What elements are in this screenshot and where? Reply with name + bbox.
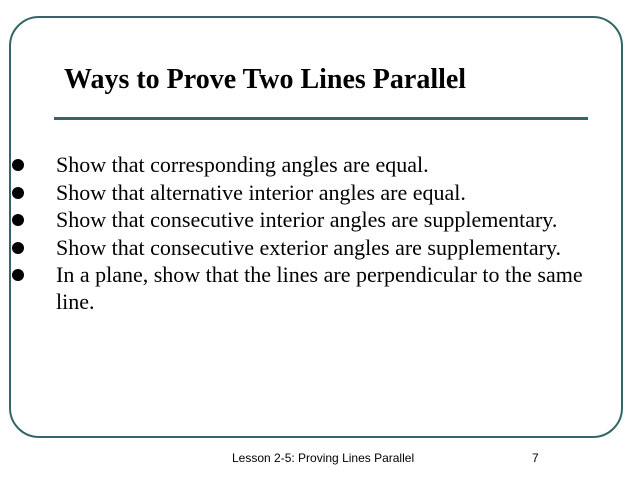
bullet-text: In a plane, show that the lines are perpendicular to the same line. — [56, 262, 583, 314]
bullet-dot-icon — [12, 187, 24, 199]
title-underline — [54, 117, 588, 120]
bullet-dot-icon — [12, 214, 24, 226]
bullet-item — [12, 262, 612, 315]
bullet-text: Show that consecutive interior angles are supplementary. — [56, 207, 558, 232]
bullet-dot-icon — [12, 159, 24, 171]
footer-title: Lesson 2-5: Proving Lines Parallel — [232, 451, 415, 465]
bullet-item — [12, 152, 612, 179]
bullet-dot-icon — [12, 269, 24, 281]
bullet-text: Show that corresponding angles are equal. — [56, 152, 429, 177]
bullet-dot-icon — [12, 242, 24, 254]
page-number: 7 — [532, 451, 539, 465]
slide-title: Ways to Prove Two Lines Parallel — [64, 64, 467, 95]
bullet-text: Show that alternative interior angles are equal. — [56, 179, 466, 205]
bullet-item — [12, 180, 612, 207]
bullet-text: Show that consecutive exterior angles are supplementary. — [56, 234, 562, 260]
bullet-item — [12, 207, 612, 234]
bullet-list — [12, 152, 612, 316]
bullet-item — [12, 235, 612, 262]
